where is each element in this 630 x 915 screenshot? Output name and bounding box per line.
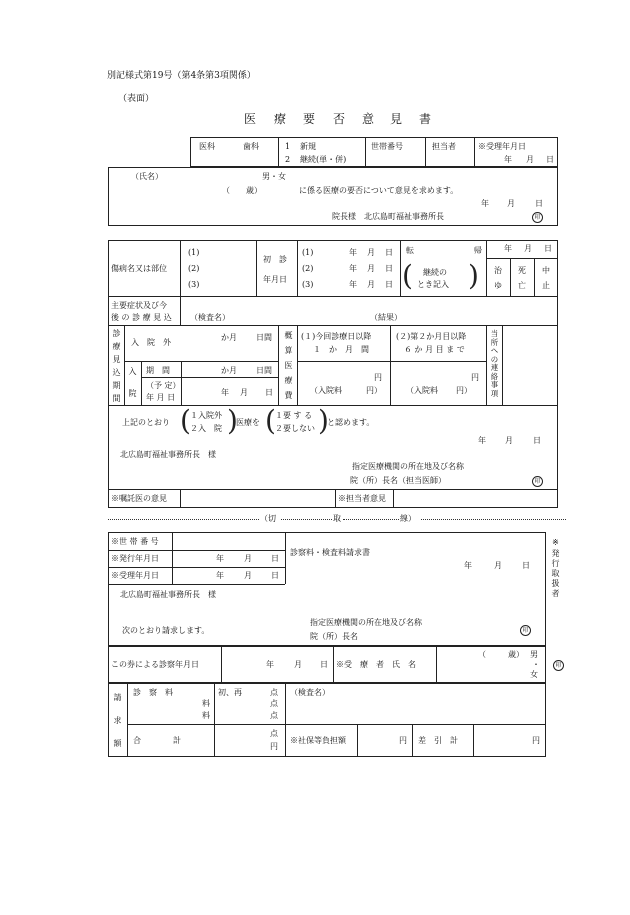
fee-unit: 料 [202,711,210,720]
bracket-left: ( [402,259,413,292]
vertical-char: 求 [113,716,122,725]
approval-prefix: 上記のとおり [122,418,170,427]
date-year: 年 [504,244,512,253]
new-option: 新規 [300,142,316,151]
yen-unit: 円 [270,742,278,751]
vertical-char: 間 [112,394,121,403]
date-day: 日 [320,660,328,669]
title-char: 見 [390,112,403,126]
title-char: 医 [244,112,257,126]
age-paren: （ [222,186,230,195]
date-year: 年 [464,561,472,570]
test-name-label: （検査名） [290,688,330,697]
yen-unit: 円 [532,736,540,745]
contact-label: 当所への連絡事項 [490,329,499,398]
date-month: 月 [524,244,532,253]
disease-item-1: (1) [188,248,200,257]
period-label: 期 間 [146,366,170,375]
date-year: 年 [349,248,357,257]
cost-col1-header: (１)今回診療日以降 [301,332,372,341]
vertical-char: 院 [128,389,137,398]
seal-mark: 印 [553,660,564,671]
yen-label: 円 [471,373,479,382]
yen-unit: 円 [399,736,407,745]
date-year: 年 [478,436,486,445]
result-label: （結果） [370,313,402,322]
date-day: 日 [271,571,279,580]
months-label: か月 [221,366,237,375]
date-year: 年 [481,199,489,208]
outcome-cured-2: ゆ [494,281,502,290]
gender-male: 男 [530,650,538,659]
first-visit-label: 初 診 [263,255,287,264]
title-char: 否 [333,112,346,126]
days-label: 日間 [256,333,272,342]
option-num: 1 [285,142,291,151]
bracket-right: ) [468,259,479,292]
total-label: 合 計 [133,736,181,745]
outcome-cured: 治 [494,266,502,275]
points-unit: 点 [270,711,278,720]
date-day: 日 [522,561,530,570]
scheduled-label-2: 年 月 日 [146,393,176,402]
option-num: 2 [285,155,291,164]
date-day: 日 [265,388,273,397]
director-label: 院（所）長名（担当医師） [350,476,446,485]
days-label: 日間 [256,366,272,375]
title-char: 意 [362,112,375,126]
outcome-ten: 転 [406,246,414,255]
date-month: 月 [367,248,375,257]
date-day: 日 [546,155,554,164]
continuing-note: 継続の [423,268,447,277]
date-day: 日 [544,244,552,253]
vertical-char: ※ [552,538,559,547]
vertical-char: 扱 [551,579,560,588]
age-label: 歳） [508,650,524,659]
date-day: 日 [535,199,543,208]
vertical-char: 療 [284,376,293,385]
outpatient-label: 入 院 外 [131,338,171,347]
first-revisit-label: 初、再 [218,688,242,697]
dental-label: 歯科 [243,142,259,151]
request-text: に係る医療の要否について意見を求めます。 [299,186,459,195]
seal-mark: 印 [520,625,531,636]
date-month: 月 [244,571,252,580]
inpatient-fee-label: （入院料 [310,386,342,395]
vertical-char: 発 [551,549,560,558]
patient-name-label: ※受 療 者 氏 名 [336,660,416,669]
date-year: 年 [504,155,512,164]
need-choice-2: ２要しない [275,424,315,433]
date-month: 月 [244,554,252,563]
points-unit: 点 [270,729,278,738]
gender-label: 男・女 [262,172,286,181]
bracket-right: ) [318,404,329,437]
bracket-right: ) [227,404,238,437]
test-name-label: （検査名） [190,313,230,322]
request-text: 次のとおり請求します。 [122,626,210,635]
outcome-stopped: 中 [542,266,550,275]
voucher-title: 診察料・検査料請求書 [290,548,370,557]
exam-fee-label: 診 察 料 [133,688,173,697]
months-label: か月 [221,333,237,342]
vertical-char: 請 [113,693,122,702]
fee-unit: 料 [202,699,210,708]
addressee: 院長様 北広島町福祉事務所長 [332,212,444,221]
vertical-char: 診 [112,329,121,338]
commissioned-doctor-opinion: ※嘱託医の意見 [111,494,167,503]
visit-item-2: (2) [302,264,314,273]
cost-col2-header: (２)第２か月目以降 [396,332,467,341]
date-day: 日 [385,280,393,289]
inpatient-fee-close: 円） [456,386,472,395]
date-year: 年 [349,264,357,273]
symptoms-label: 主要症状及び今 [111,301,167,310]
age-label: 歳） [246,186,262,195]
symptoms-label-2: 後 の 診 療 見 込 [111,313,172,322]
vertical-char: 取 [551,569,560,578]
vertical-char: 込 [112,368,121,377]
points-unit: 点 [270,699,278,708]
title-char: 要 [303,112,316,126]
vertical-char: 療 [112,342,121,351]
date-month: 月 [294,660,302,669]
receipt-date-label: ※受理年月日 [478,142,526,151]
date-month: 月 [505,436,513,445]
visit-item-3: (3) [302,280,314,289]
outcome-died-2: 亡 [518,281,526,290]
continuing-note-2: とき記入 [417,280,449,289]
seal-mark: 印 [532,476,543,487]
yen-label: 円 [374,373,382,382]
vertical-char: 行 [551,559,560,568]
inpatient-choice-1: １入院外 [190,411,222,420]
outcome-stopped-2: 止 [542,281,550,290]
date-year: 年 [216,554,224,563]
date-year: 年 [216,571,224,580]
inpatient-choice-2: ２入 院 [190,424,222,433]
disease-label: 傷病名又は部位 [111,264,167,273]
cost-col2-header-2: ６ か 月 目 ま で [404,345,465,354]
vertical-char: 費 [284,391,293,400]
approval-suffix: と認めます。 [327,418,375,427]
date-year: 年 [349,280,357,289]
name-label: （氏名） [131,172,163,181]
receipt-date-label: ※受理年月日 [111,571,159,580]
vertical-char: 概 [284,331,293,340]
date-day: 日 [385,264,393,273]
cut-line-text: （切 [260,514,276,523]
cut-line-text: 取 [333,514,341,523]
disease-item-3: (3) [188,280,200,289]
outcome-ki: 帰 [474,246,482,255]
household-number-label: ※世 帯 番 号 [111,537,159,546]
vertical-char: 入 [128,367,137,376]
scheduled-label: （予 定） [146,381,181,390]
title-char: 療 [274,112,287,126]
outcome-died: 死 [518,266,526,275]
subtotal-label: 差 引 計 [418,736,458,745]
exam-date-label: この券による診察年月日 [111,660,199,669]
issue-date-label: ※発行年月日 [111,554,159,563]
staff-opinion: ※担当者意見 [338,494,386,503]
cost-col1-header-2: １ か 月 間 [313,345,369,354]
continuing-option: 継続(単・併) [300,155,347,164]
date-day: 日 [271,554,279,563]
date-month: 月 [367,280,375,289]
age-paren: （ [478,650,486,659]
side-label: （表面） [118,94,155,104]
cut-line-text: 線） [400,514,416,523]
person-in-charge-label: 担当者 [432,142,456,151]
seal-mark: 印 [532,212,543,223]
date-month: 月 [494,561,502,570]
approval-addressee: 北広島町福祉事務所長 様 [120,450,216,459]
form-number: 別記様式第19号（第4条第3項関係） [107,71,256,81]
vertical-char: 見 [112,355,121,364]
insurance-label: ※社保等負担額 [290,736,346,745]
vertical-char: 額 [113,739,122,748]
date-year: 年 [266,660,274,669]
voucher-addressee: 北広島町福祉事務所長 様 [120,590,216,599]
inpatient-fee-label: （入院料 [406,386,438,395]
date-month: 月 [240,388,248,397]
director-label: 院（所）長名 [310,632,358,641]
bracket-left: ( [180,404,191,437]
inpatient-fee-close: 円） [366,386,382,395]
date-month: 月 [507,199,515,208]
vertical-char: 算 [284,346,293,355]
household-number-label: 世帯番号 [371,142,403,151]
institution-label: 指定医療機関の所在地及び名称 [352,462,464,471]
date-day: 日 [385,248,393,257]
vertical-char: 医 [284,361,293,370]
title-char: 書 [419,112,432,126]
date-day: 日 [533,436,541,445]
bracket-left: ( [265,404,276,437]
gender-separator: ・ [532,660,540,669]
points-unit: 点 [270,688,278,697]
first-visit-label-2: 年月日 [263,275,287,284]
gender-female: 女 [530,670,538,679]
medical-label: 医科 [199,142,215,151]
disease-item-2: (2) [188,264,200,273]
approval-middle: 医療を [236,418,260,427]
vertical-char: 期 [112,381,121,390]
vertical-char: 者 [551,589,560,598]
date-month: 月 [367,264,375,273]
visit-item-1: (1) [302,248,314,257]
institution-label: 指定医療機関の所在地及び名称 [310,618,422,627]
date-month: 月 [526,155,534,164]
date-year: 年 [221,388,229,397]
need-choice-1: １要 す る [275,411,313,420]
